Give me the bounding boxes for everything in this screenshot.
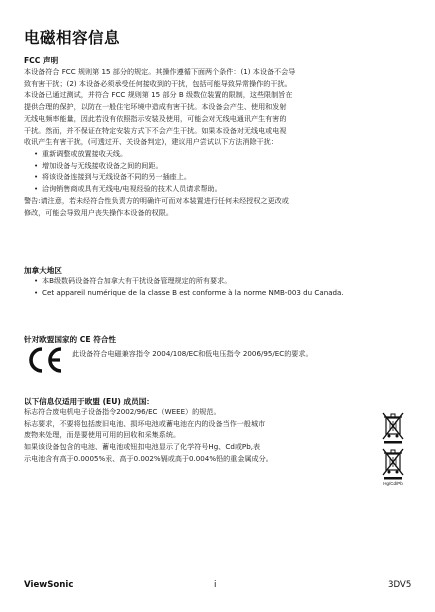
eu-line: 标志要求，不要将包括废旧电池、损坏电池或蓄电池在内的设备当作一般城市 — [24, 418, 266, 428]
eu-line: 示电池含有高于0.0005%汞、高于0.002%镉或高于0.004%铅的重金属成分。 — [24, 453, 273, 463]
weee-bin-chem-icon — [382, 448, 404, 486]
fcc-line: 干扰。然而，并不保证在特定安装方式下不会产生干扰。如果本设备对无线电或电视 — [24, 125, 287, 135]
page-title: 电磁相容信息 — [24, 29, 121, 47]
footer-model: 3DV5 — [388, 580, 412, 590]
eu-line: 废物来处理，而是要使用可用的回收和采集系统。 — [24, 430, 181, 440]
ce-statement: 此设备符合电磁兼容指令 2004/108/EC和低电压指令 2006/95/EC的要求。 — [72, 349, 313, 358]
list-item: • 洽询销售商或具有无线电/电视经验的技术人员请求帮助。 — [34, 183, 222, 195]
fcc-warning — [24, 195, 412, 218]
list-item: • 本B级数码设备符合加拿大有干扰设备管理规定的所有要求。 — [34, 275, 394, 287]
fcc-heading: FCC 声明 — [24, 56, 59, 65]
list-item: • 将该设备连接到与无线设备不同的另一插座上。 — [34, 171, 222, 183]
footer-page-number: i — [214, 580, 217, 590]
warning-line: 修改，可能会导致用户丧失操作本设备的权限。 — [24, 207, 173, 217]
warning-line: 警告:请注意，若未经符合性负责方的明确许可而对本装置进行任何未经授权之更改或 — [24, 196, 289, 205]
fcc-line: 提供合理的保护，以防在一般住宅环境中造成有害干扰。本设备会产生、使用和发射 — [24, 102, 287, 112]
fcc-line: 无线电频率能量，因此若没有依照指示安装及使用，可能会对无线电通讯产生有害的 — [24, 113, 287, 123]
fcc-line: 致有害干扰；(2) 本设备必须承受任何接收到的干扰，包括可能导致异常操作的干扰。 — [24, 78, 292, 88]
fcc-line: 本设备已通过测试，并符合 FCC 规则第 15 部分 B 级数位装置的限制，这些限制旨在 — [24, 90, 293, 100]
canada-heading: 加拿大地区 — [24, 266, 62, 275]
fcc-line: 收讯产生有害干扰，(可透过开、关设备判定)，建议用户尝试以下方法消除干扰： — [24, 137, 278, 147]
canada-bullet-list — [34, 275, 394, 298]
fcc-bullet-list — [34, 148, 222, 195]
weee-bin-icon — [382, 412, 404, 444]
eu-statement — [24, 406, 364, 465]
fcc-line: 本设备符合 FCC 规则第 15 部分的规定。其操作遵循下面两个条件：(1) 本设备不会导 — [24, 67, 296, 76]
list-item: • Cet appareil numérique de la classe B est conforme à la norme NMB-003 du Canada. — [34, 287, 394, 299]
fcc-statement — [24, 66, 412, 148]
chem-symbol-label: Hg/Cd/Pb — [383, 481, 403, 486]
eu-heading: 以下信息仅适用于欧盟 (EU) 成员国： — [24, 397, 154, 406]
eu-line: 标志符合废电机电子设备指令2002/96/EC（WEEE）的规范。 — [24, 407, 221, 416]
ce-heading: 针对欧盟国家的 CE 符合性 — [24, 335, 116, 344]
footer-brand: ViewSonic — [24, 580, 74, 590]
eu-line: 如果该设备包含的电池、蓄电池或钮扣电池显示了化学符号Hg、Cd或Pb,表 — [24, 442, 261, 452]
ce-mark-icon — [26, 346, 64, 374]
list-item: • 增加设备与无线接收设备之间的间距。 — [34, 160, 222, 172]
list-item: • 重新调整或放置接收天线。 — [34, 148, 222, 160]
